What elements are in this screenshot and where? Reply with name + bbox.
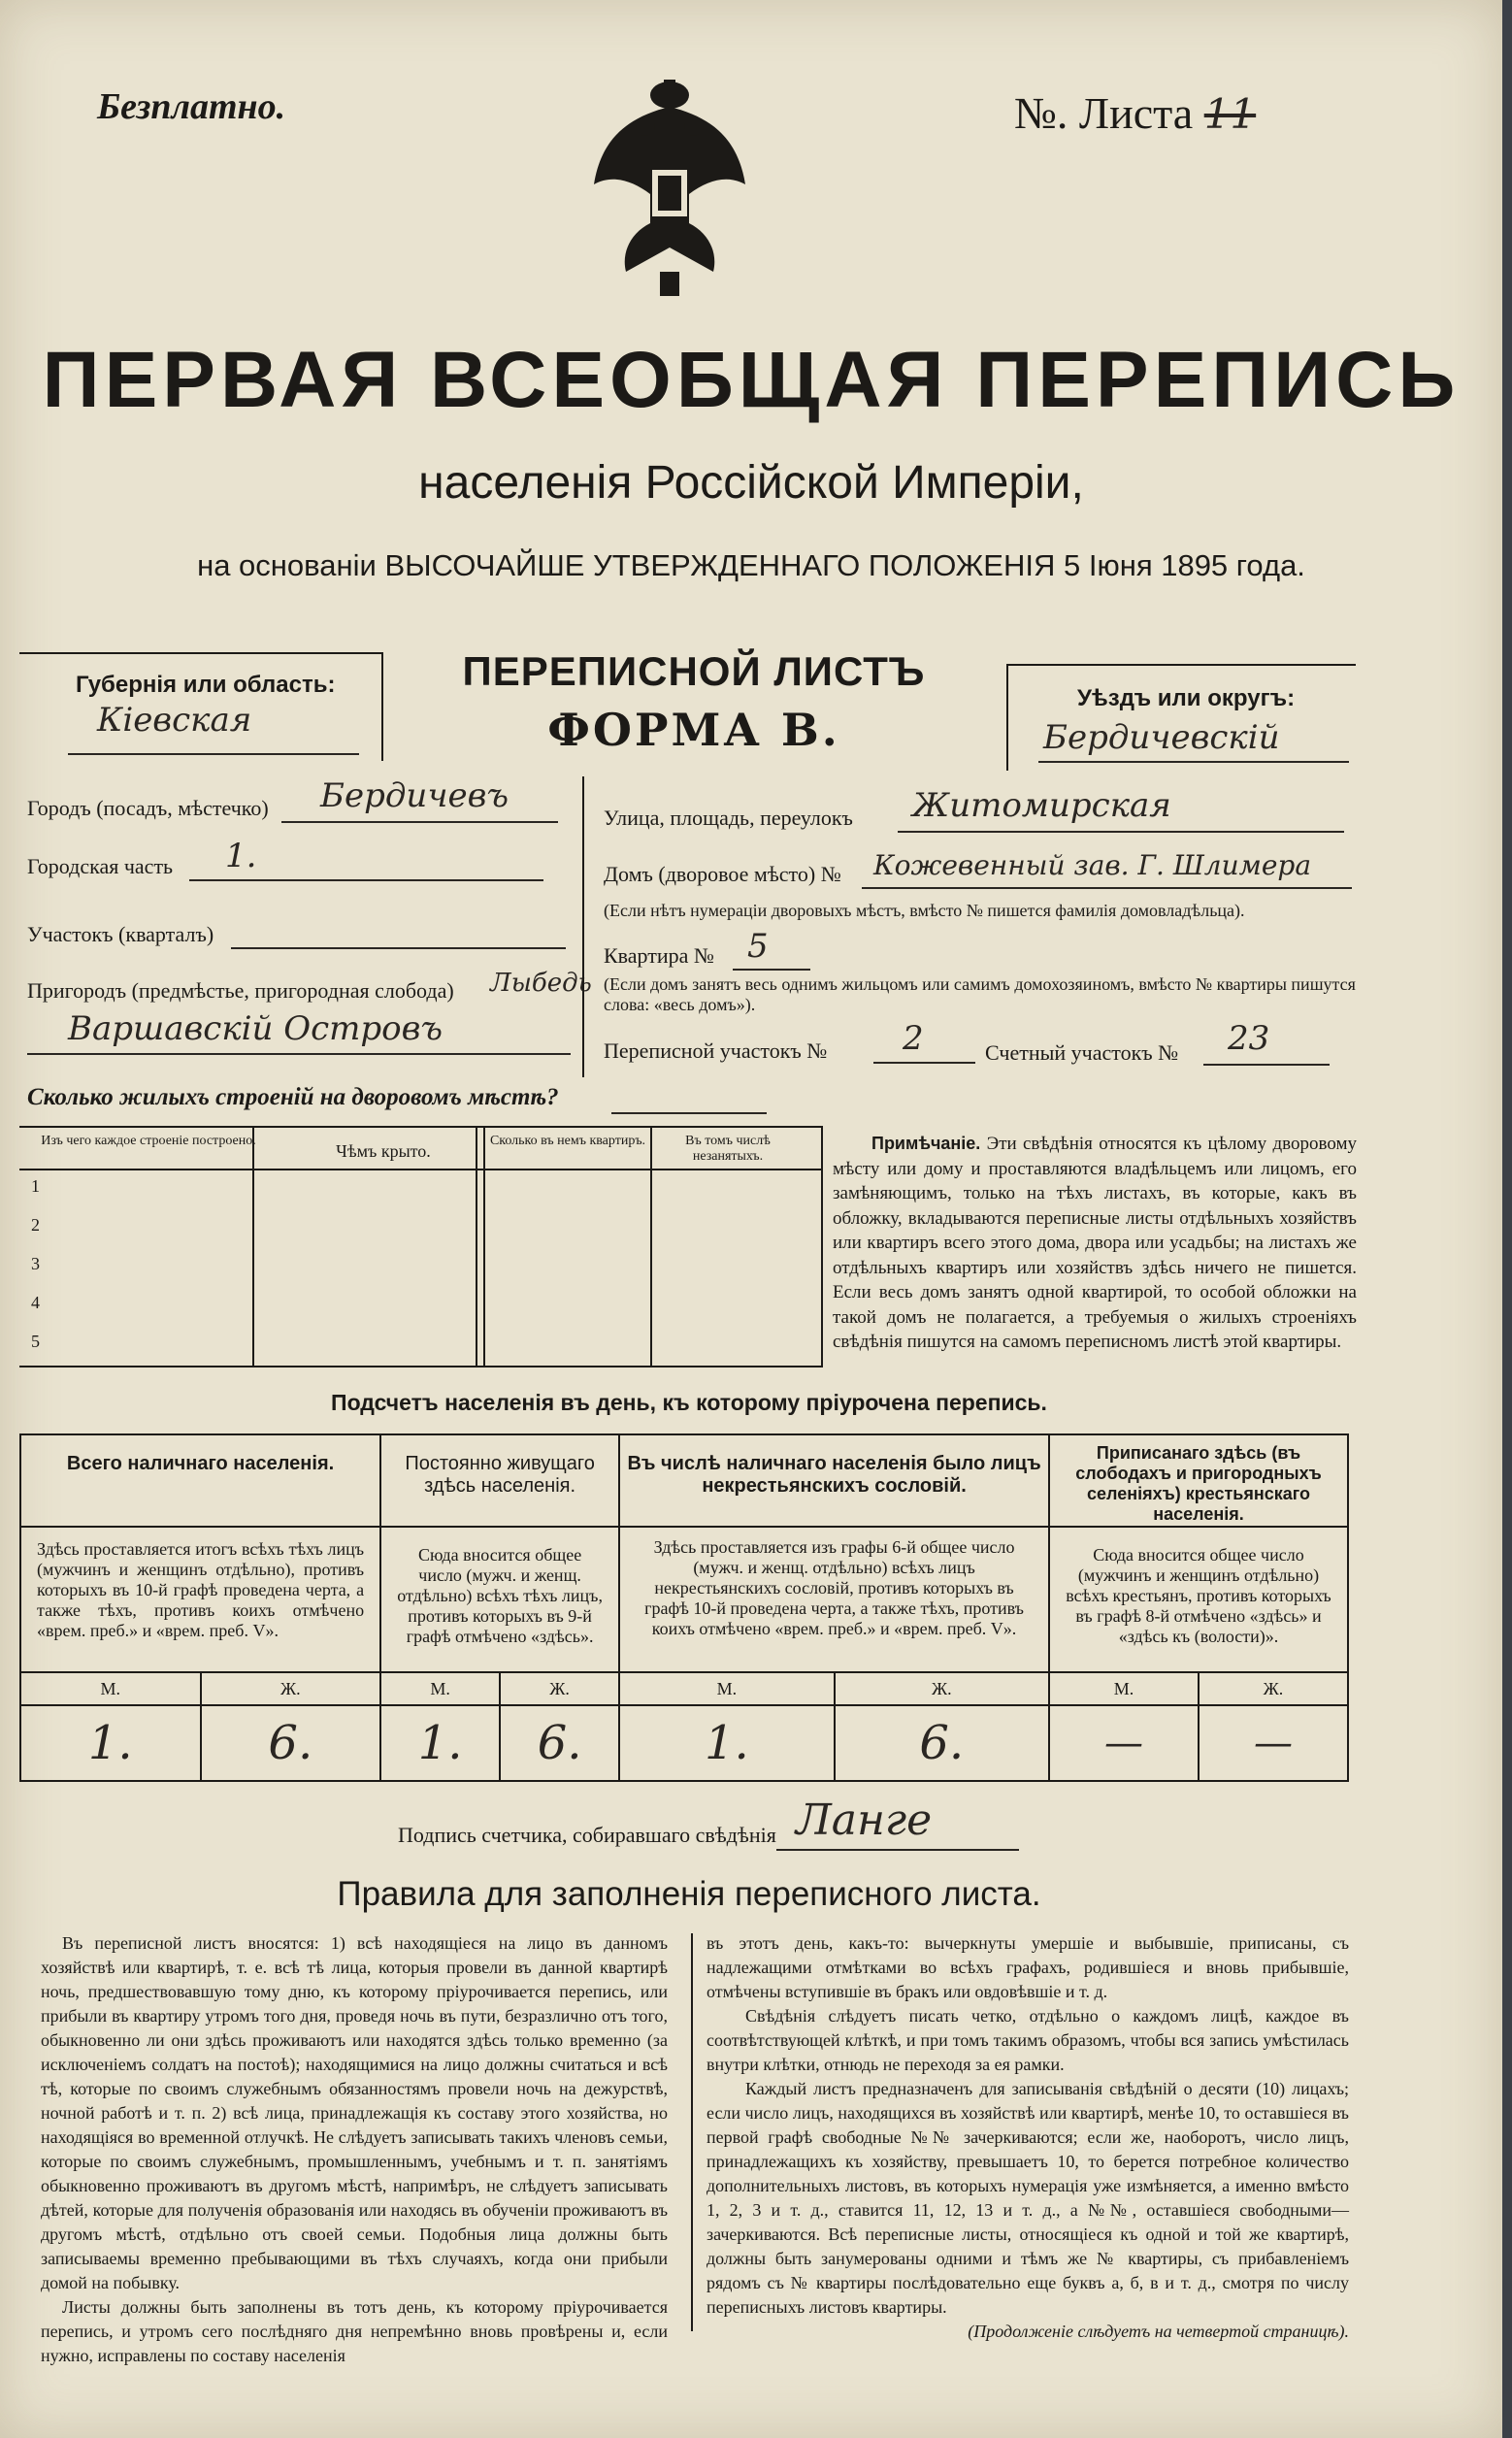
count-col4-zh-value: — bbox=[1199, 1705, 1348, 1781]
count-col1-desc: Здѣсь проставляется итогъ всѣхъ тѣхъ лицъ (мужчинъ и женщинъ отдѣльно), противъ которыхъ въ 10-й графѣ проведена черта, а также тѣхъ, противъ коихъ отмѣчено «врем. преб.» и «врем. преб. V». bbox=[20, 1527, 380, 1672]
prigorod-value: Лыбедь bbox=[490, 969, 592, 998]
uchastok-underline bbox=[231, 947, 566, 949]
count-col2-m-label: М. bbox=[380, 1672, 500, 1705]
count-col3-head: Въ числѣ наличнаго населенія было лицъ некрестьянскихъ сословій. bbox=[619, 1434, 1049, 1527]
buildings-vrule-2 bbox=[476, 1128, 477, 1366]
count-col1-m-value: 1. bbox=[20, 1705, 201, 1781]
count-col3-zh-value: 6. bbox=[835, 1705, 1049, 1781]
kvartira-value: 5 bbox=[747, 927, 769, 966]
note-block bbox=[833, 1132, 1357, 1355]
count-table bbox=[19, 1433, 1349, 1782]
schetny-label: Счетный участокъ № bbox=[985, 1040, 1179, 1065]
rules-divider bbox=[691, 1933, 693, 2331]
rules-right-para-3: Каждый листъ предназначенъ для записыванія свѣдѣній о десяти (10) лицахъ; если число лицъ, находящихся въ хозяйствѣ или квартирѣ, менѣе 10, то оставшіеся въ первой графѣ свободные №№ зачеркиваются; если же, наоборотъ, число лицъ, принадлежащихъ къ хозяйству, превышаетъ 10, то берется потребное количество дополнительныхъ листовъ, въ которыхъ нумерація уже измѣняется, а именно вмѣсто 1, 2, 3 и т. д., ставится 11, 12, 13 и т. д., а №№, оставшіеся свободными—зачеркиваются. Всѣ переписные листы, относящіеся къ одной и той же квартирѣ, должны быть занумерованы одними и тѣмъ же № квартиры, съ прибавленіемъ рядомъ съ № квартиры послѣдовательно еще буквъ а, б, в и т. д., смотря по числу переписныхъ листовъ квартиры. bbox=[707, 2079, 1349, 2317]
dom-underline bbox=[862, 887, 1352, 889]
count-col3-desc: Здѣсь проставляется изъ графы 6-й общее число (мужч. и женщ. отдѣльно) всѣхъ лицъ некрестьянскихъ сословій, противъ которыхъ въ графѣ 10-й проведена черта, а также тѣхъ, противъ коихъ отмѣчено «врем. преб.» и «врем. преб. V». bbox=[619, 1527, 1049, 1672]
rules-left-para-1: Въ переписной листъ вносятся: 1) всѣ находящіеся на лицо въ данномъ хозяйствѣ или квартирѣ, т. е. всѣ тѣ лица, которыя провели въ данной квартирѣ ночь, предшествовавшую тому дню, къ которому пріурочивается перепись, или прибыли въ квартиру утромъ того дня, проведя ночь въ пути, безразлично отъ того, обыкновенно ли они здѣсь проживаютъ или находятся здѣсь только временно (за исключеніемъ солдатъ на постоѣ); находящимися на лицо должны считаться и всѣ тѣ, которые по своимъ служебнымъ обязанностямъ провели ночь на дежурствѣ, ночной работѣ и т. п. 2) всѣ лица, принадлежащія къ составу этого хозяйства, но находящіяся во временной отлучкѣ. Не слѣдуетъ записывать такихъ членовъ семьи, которые по своимъ служебнымъ, промышленнымъ, учебнымъ и т. п. занятіямъ обыкновенно проживаютъ въ другомъ мѣстѣ, напримѣръ, не слѣдуетъ записывать дѣтей, которые для полученія образованія или находясь въ обученіи проживаютъ въ другомъ мѣстѣ, отдѣльно отъ своей семьи. Подобныя лица должны быть записываемы временно пребывающими въ тѣхъ случаяхъ, когда они прибыли домой на побывку. bbox=[41, 1933, 668, 2292]
buildings-vrule-4 bbox=[650, 1128, 652, 1366]
guberniya-frame-top bbox=[19, 652, 383, 654]
buildings-row-1: 1 bbox=[31, 1176, 40, 1196]
dom-label: Домъ (дворовое мѣсто) № bbox=[604, 862, 841, 886]
buildings-table bbox=[19, 1126, 823, 1367]
count-col4-zh-label: Ж. bbox=[1199, 1672, 1348, 1705]
signature-underline bbox=[776, 1849, 1019, 1851]
buildings-head-rule bbox=[19, 1169, 821, 1170]
rules-right-para-1: въ этотъ день, какъ-то: вычеркнуты умершіе и выбывшіе, приписаны, съ надлежащими отмѣтками во всѣхъ графахъ, родившіеся и вновь прибывшіе, отмѣчены вступившіе въ бракъ или овдовѣвшіе и т. д. bbox=[707, 1933, 1349, 2001]
form-name: ПЕРЕПИСНОЙ ЛИСТЪ bbox=[462, 648, 926, 694]
signature-label: Подпись счетчика, собиравшаго свѣдѣнія bbox=[398, 1823, 776, 1847]
chast-value: 1. bbox=[225, 837, 257, 875]
buildings-col3-head: Сколько въ немъ квартиръ. bbox=[489, 1134, 646, 1148]
count-col4-m-label: М. bbox=[1049, 1672, 1199, 1705]
schetny-underline bbox=[1203, 1064, 1330, 1066]
count-col1-zh-value: 6. bbox=[201, 1705, 381, 1781]
fields-divider bbox=[582, 776, 584, 1077]
ulitsa-value: Житомирская bbox=[912, 786, 1171, 825]
basis-line: на основаніи ВЫСОЧАЙШЕ УТВЕРЖДЕННАГО ПОЛОЖЕНІЯ 5 Іюня 1895 года. bbox=[197, 548, 1305, 582]
chast-label: Городская часть bbox=[27, 854, 174, 878]
count-col1-m-label: М. bbox=[20, 1672, 201, 1705]
uezd-value: Бердичевскій bbox=[1043, 718, 1280, 757]
count-col3-m-value: 1. bbox=[619, 1705, 834, 1781]
ulitsa-label: Улица, площадь, переулокъ bbox=[604, 806, 853, 830]
sheet-number-label bbox=[1014, 87, 1256, 139]
buildings-underline bbox=[611, 1112, 767, 1114]
buildings-question: Сколько жилыхъ строеній на дворовомъ мѣстѣ? bbox=[27, 1084, 559, 1110]
uchastok-label: Участокъ (кварталъ) bbox=[27, 922, 214, 946]
uezd-frame-left bbox=[1006, 664, 1008, 771]
gorod-label: Городъ (посадъ, мѣстечко) bbox=[27, 796, 269, 820]
dom-note: (Если нѣтъ нумераціи дворовыхъ мѣстъ, вмѣсто № пишется фамилія домовладѣльца). bbox=[604, 901, 1245, 920]
gorod-value: Бердичевъ bbox=[320, 776, 509, 815]
count-col4-head: Приписанаго здѣсь (въ слободахъ и пригородныхъ селеніяхъ) крестьянскаго населенія. bbox=[1049, 1434, 1348, 1527]
rules-left-para-2: Листы должны быть заполнены въ тотъ день, къ которому пріурочивается перепись, и утромъ сего послѣдняго дня непремѣнно вновь провѣрены и, если нужно, исправлены по составу населенія bbox=[41, 2297, 668, 2365]
prigorod-label: Пригородъ (предмѣстье, пригородная слобода) bbox=[27, 978, 454, 1003]
chast-underline bbox=[189, 879, 543, 881]
buildings-col1-head: Изъ чего каждое строеніе построено. bbox=[41, 1134, 256, 1148]
guberniya-label: Губернія или область: bbox=[76, 672, 336, 698]
prigorod-underline bbox=[27, 1053, 571, 1055]
gorod-underline bbox=[281, 821, 558, 823]
perepisnoy-value: 2 bbox=[903, 1019, 924, 1058]
ulitsa-underline bbox=[898, 831, 1344, 833]
guberniya-underline bbox=[68, 753, 359, 755]
count-col1-head: Всего наличнаго населенія. bbox=[20, 1434, 380, 1527]
signature-value: Ланге bbox=[796, 1796, 933, 1845]
buildings-col4-head: Въ томъ числѣ незанятыхъ. bbox=[685, 1134, 771, 1164]
count-col3-m-label: М. bbox=[619, 1672, 834, 1705]
page-edge bbox=[1502, 0, 1512, 2438]
count-col2-zh-value: 6. bbox=[500, 1705, 619, 1781]
count-heading: Подсчетъ населенія въ день, къ которому пріурочена перепись. bbox=[331, 1390, 1047, 1415]
note-title: Примѣчаніе. bbox=[871, 1134, 981, 1153]
perepisnoy-label: Переписной участокъ № bbox=[604, 1038, 828, 1063]
uezd-frame-top bbox=[1006, 664, 1356, 666]
page-title: ПЕРВАЯ ВСЕОБЩАЯ ПЕРЕПИСЬ bbox=[42, 336, 1461, 424]
buildings-row-2: 2 bbox=[31, 1215, 40, 1235]
count-col2-zh-label: Ж. bbox=[500, 1672, 619, 1705]
free-label: Безплатно. bbox=[97, 86, 286, 127]
rules-title: Правила для заполненія переписного листа. bbox=[337, 1875, 1041, 1913]
perepisnoy-underline bbox=[873, 1062, 975, 1064]
count-col2-head: Постоянно живущаго здѣсь населенія. bbox=[380, 1434, 619, 1527]
buildings-vrule-3 bbox=[483, 1128, 485, 1366]
count-col1-zh-label: Ж. bbox=[201, 1672, 381, 1705]
count-col2-m-value: 1. bbox=[380, 1705, 500, 1781]
kvartira-note: (Если домъ занятъ весь однимъ жильцомъ или самимъ домохозяиномъ, вмѣсто № квартиры пишутся слова: «весь домъ»). bbox=[604, 974, 1356, 1014]
form-letter: ФОРМА В. bbox=[547, 704, 840, 756]
uezd-label: Уѣздъ или округъ: bbox=[1077, 685, 1296, 711]
count-col2-desc: Сюда вносится общее число (мужч. и женщ. отдѣльно) всѣхъ тѣхъ лицъ, противъ которыхъ въ 9-й графѣ отмѣчено «здѣсь». bbox=[380, 1527, 619, 1672]
rules-continued: (Продолженіе слѣдуетъ на четвертой страницѣ). bbox=[968, 2322, 1349, 2341]
kvartira-label: Квартира № bbox=[604, 943, 714, 968]
count-col4-m-value: — bbox=[1049, 1705, 1199, 1781]
uezd-underline bbox=[1038, 761, 1349, 763]
page-subtitle: населенія Россійской Имперіи, bbox=[418, 457, 1084, 509]
buildings-row-5: 5 bbox=[31, 1332, 40, 1351]
buildings-col2-head: Чѣмъ крыто. bbox=[336, 1141, 431, 1161]
kvartira-underline bbox=[733, 969, 810, 971]
rules-right-para-2: Свѣдѣнія слѣдуетъ писать четко, отдѣльно о каждомъ лицѣ, каждое въ соотвѣтствующей клѣткѣ, и при томъ такимъ образомъ, чтобы вся запись умѣстилась внутри клѣтки, отнюдь не переходя за ея рамки. bbox=[707, 2006, 1349, 2074]
note-text: Эти свѣдѣнія относятся къ цѣлому дворовому мѣсту или дому и проставляются владѣльцемъ или лицомъ, его замѣняющимъ, только на тѣхъ листахъ, въ которые, какъ въ обложку, вкладываются переписные листы отдѣльныхъ хозяйствъ или квартиръ всего этого дома, двора или усадьбы; на листахъ же отдѣльныхъ квартиръ или хозяйствъ здѣсь ничего не пишется. Если весь домъ занятъ одной квартирой, то особой обложки на такой домъ не полагается, а требуемыя о жилыхъ строеніяхъ свѣдѣнія пишутся на самомъ переписномъ листѣ этой квартиры. bbox=[833, 1134, 1357, 1352]
count-col4-desc: Сюда вносится общее число (мужчинъ и женщинъ отдѣльно) всѣхъ крестьянъ, противъ которыхъ въ графѣ 8-й отмѣчено «здѣсь» и «здѣсь къ (волости)». bbox=[1049, 1527, 1348, 1672]
dom-value: Кожевенный зав. Г. Шлимера bbox=[873, 849, 1312, 881]
count-col3-zh-label: Ж. bbox=[835, 1672, 1049, 1705]
rules-left-column bbox=[41, 1931, 668, 2368]
buildings-row-3: 3 bbox=[31, 1254, 40, 1273]
sheet-number-caption: №. Листа bbox=[1014, 88, 1194, 138]
schetny-value: 23 bbox=[1228, 1019, 1270, 1058]
prigorod-value-2: Варшавскій Островъ bbox=[68, 1009, 444, 1048]
buildings-vrule-1 bbox=[252, 1128, 254, 1366]
imperial-eagle-icon bbox=[592, 78, 747, 301]
rules-right-column bbox=[707, 1931, 1349, 2344]
sheet-number-handwritten: 11 bbox=[1203, 90, 1257, 138]
guberniya-value: Кіевская bbox=[97, 701, 252, 740]
buildings-row-4: 4 bbox=[31, 1293, 40, 1312]
